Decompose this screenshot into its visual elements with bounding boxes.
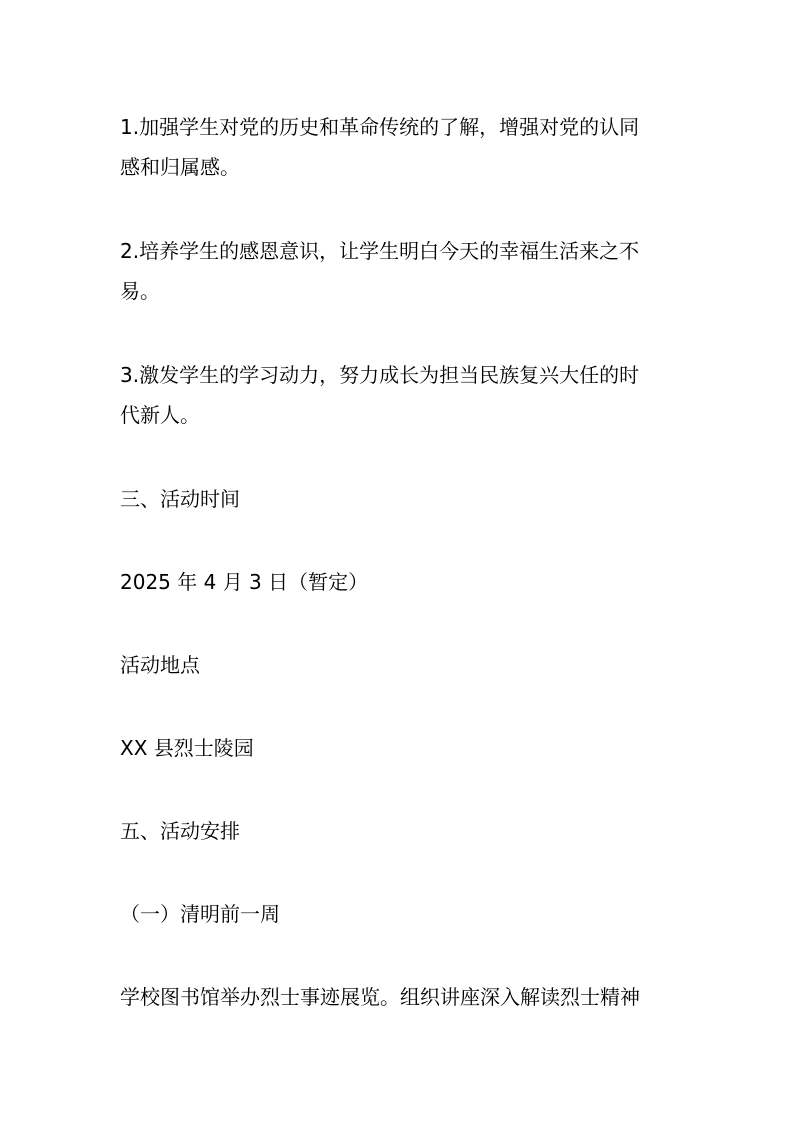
text-line: 2025 年 4 月 3 日（暂定）: [120, 570, 369, 594]
section-heading-activity-location: [120, 645, 680, 685]
text-line: 活动地点: [120, 653, 200, 677]
text-line: 感和归属感。: [120, 155, 240, 179]
objective-paragraph-2: [120, 231, 680, 311]
text-line: 学校图书馆举办烈士事迹展览。组织讲座深入解读烈士精神: [120, 985, 640, 1009]
objective-paragraph-1: [120, 107, 680, 187]
text-line: （一）清明前一周: [120, 902, 280, 926]
text-line: 2.培养学生的感恩意识，让学生明白今天的幸福生活来之不: [120, 239, 640, 263]
text-line: 易。: [120, 279, 160, 303]
objective-paragraph-3: [120, 355, 680, 435]
text-line: 代新人。: [120, 403, 200, 427]
activity-location: [120, 728, 680, 768]
arrangement-paragraph: [120, 977, 680, 1017]
section-heading-activity-time: [120, 479, 680, 519]
section-heading-activity-arrangement: [120, 811, 680, 851]
text-line: XX 县烈士陵园: [120, 736, 254, 760]
activity-date: [120, 562, 680, 602]
text-line: 五、活动安排: [120, 819, 240, 843]
text-line: 1.加强学生对党的历史和革命传统的了解，增强对党的认同: [120, 115, 640, 139]
text-line: 三、活动时间: [120, 487, 240, 511]
text-line: 3.激发学生的学习动力，努力成长为担当民族复兴大任的时: [120, 363, 640, 387]
subsection-heading-week-before: [120, 894, 680, 934]
